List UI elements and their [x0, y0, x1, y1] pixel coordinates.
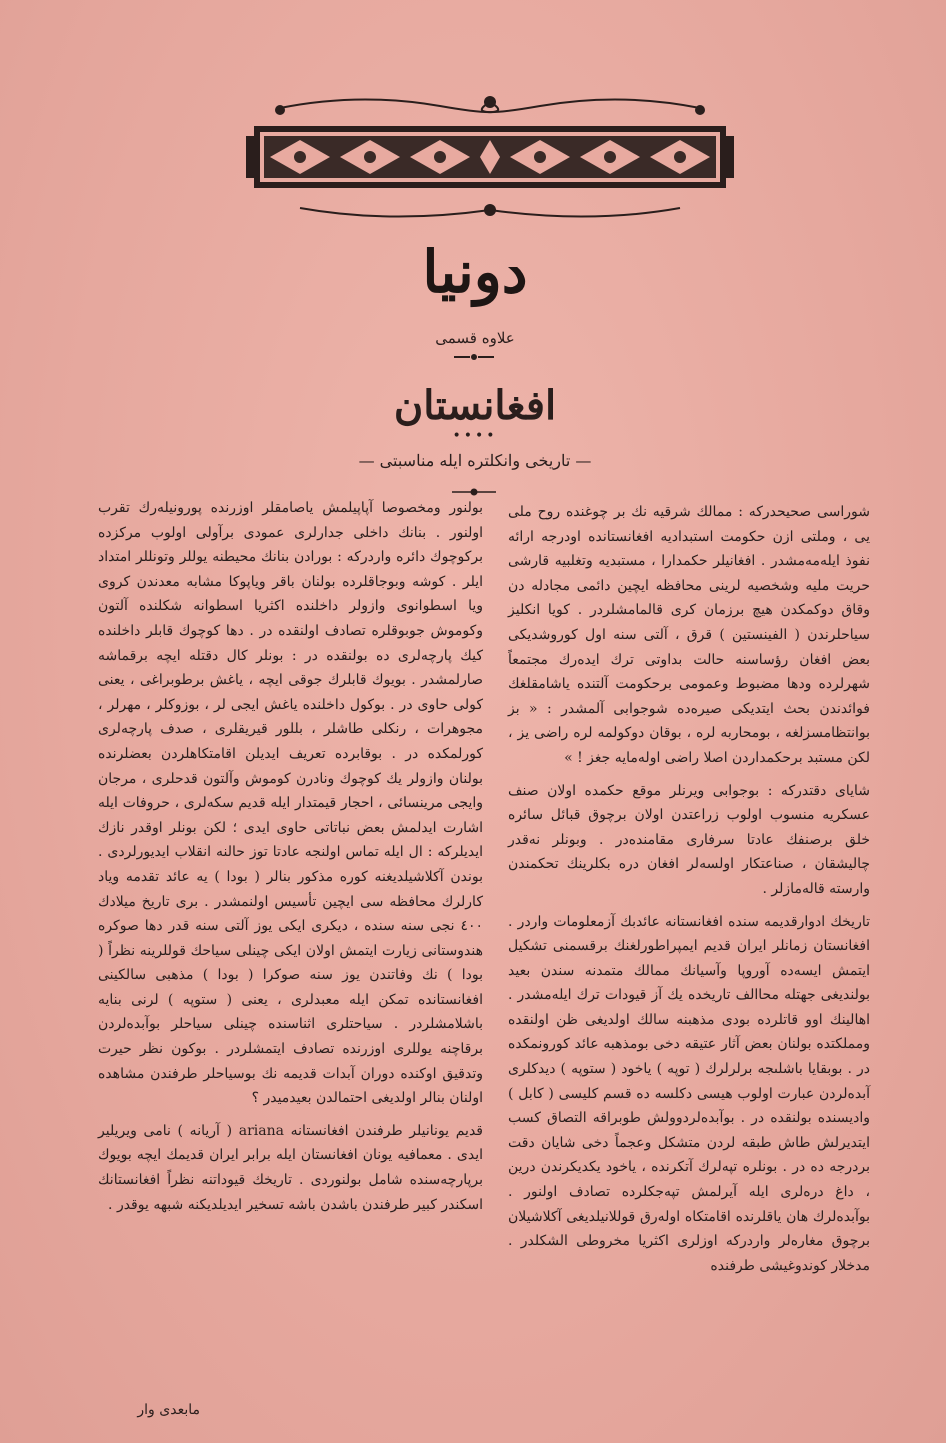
ornament-dash	[452, 352, 496, 362]
headline-dots: ••••	[452, 428, 498, 444]
article-column-right	[508, 500, 870, 1400]
paragraph: قديم يونانيلر طرفندن افغانستانه ariana ( آريانه ) نامى ويريلير ايدى . معمافيه يونان افغانستان ايله برابر ايران قديمك ايچه بويوك برپارچەسنده شامل بولنوردى . تاريخك قيوداتنه نظراً افغانستانك اسكندر كبير طرفندن باشدن باشه تسخير ايديلديكنه شبهه يوقدر .	[98, 1122, 483, 1213]
masthead-title: دونيا	[422, 238, 528, 306]
header-ornament	[240, 86, 740, 226]
paragraph: شاياى دقتدركه : بوجوابى ويرنلر موقع حكمده اولان صنف عسكريه منسوب اولوب زراعتدن اولان برچوق قبائل سائره خلق برصنفك عادتا سرفارى مقامندەدر . وبونلر نەقدر چاليشقان ، صناعتكار اولسەلر افغان دره بكلرينك تحكمندن وارسته قالەمازلر .	[508, 782, 871, 897]
article-tagline: — تاريخى وانكلتره ايله مناسبتى —	[358, 451, 592, 470]
paragraph: تاريخك ادوارقديمه سنده افغانستانه عائدبك آزمعلومات واردر . افغانستان زمانلر ايران قديم ايمپراطورلغنك برقسمنى تشكيل ايتمش ايسەده آوروپا وآسيانك ممالك متمدنه سندن بعيد بولنديغى جهتله محاالف تاريخده يك آز قيودات ترك ايلەمشدر . اهالينك اوو قاتلرده بودى مذهبنه سالك اولديغى ظن اولنقده ومملكتده بولنان بعض آثار عتيقه دخى بومذهبه عائد كورونمكده در . بوبقايا باشلىجه برلرلرك ( توپه ) ياخود ( ستوپه ) ديدكلرى آبدەلردن عبارت اولوب هيسى دكلسه ده قسم كليسى ( كابل ) واديسنده بولنقده در . بوآبدەلردوولش طوبراقه التصاق كسب ايتديرلش طاش طبقه لردن متشكل وعجماً دخى شايان دقت بردرجه ده در . بونلرە تپەلرك آتكرنده ، ياخود يكديكرندن درين ، داغ درەلرى ايله آيرلمش تپەجكلرده تصادف اولنور . بوآبدەلرك هان ياقلرنده اقامتكاه اولەرق قوللانيلديغى آكلاشيلان برچوق مغارەلر واردركه اوزلرى اكثريا مخروطى الشكلدر . مدخلار كوندوغيشى طرفنده	[508, 913, 870, 1274]
to-be-continued: مابعدى وار	[137, 1402, 200, 1418]
article-headline: افغانستان	[393, 382, 557, 429]
supplement-label: علاوه قسمى	[435, 329, 515, 347]
article-column-left	[98, 496, 483, 1380]
paragraph: بولنور ومخصوصا آپاپيلمش ياصامقلر اوزرنده پورونيلەرك تقرب اولنور . بنانك داخلى جدارلرى عمودى برآولى اولوب مركزده بركوچوك دائره واردركه : بورادن بنانك محيطنه يوللر وتونللر امتداد ايلر . كوشه وبوجاقلرده بولنان باقر وياپوكا مشابه معدندن كروى ويا اسطوانوى وازولر داخلنده اكثريا اسطوانه شكلنده آلتون وكوموش جوبوقلره تصادف اولنقده در . دها كوچوك قابلر داخلنده كيك پارچەلرى ده بولنقده در : بونلر كال دقتله ايچه برقماشه صارلمشدر . بويوك قابلرك جوقى ايچه ، ياغش برطوبراغى ، يعنى كولى حاوى در . بوكول داخلنده ياغش ايجى لر ، بوزوكلر ، مهرلر ، مجوهرات ، رنكلى طاشلر ، بللور قيريقلرى ، صدف پارچەلرى كورلمكده در . بوقابرده تعريف ايديلن اقامتكاهلردن بعضلرنده بولنان وازولر يك كوچوك ونادرن كوموش وآلتون قدحلرى ، مرجان وايجى مرينسائى ، احجار قيمتدار ايله قديم سكەلرى ، حروفات ايله اشارت ايدلمش بعض نباتاتى حاوى ايدى ؛ لكن بونلر اوقدر نازك ايديلركه : ال ايله تماس اولنجه عادتا توز حالنه انقلاب ايديورلردى . بوندن آكلاشيلديغنه كوره مذكور بنالر ( بودا ) يه عائد تقدمه وياد كارلرك محافظه سى ايچين تأسيس اولنمشدر . برى تاريخ ميلادك ٤٠٠ نجى سنه سنده ، ديكرى ايكى يوز آلتى سنه قدر دها صوكره هندوستانى زيارت ايتمش اولان ايكى چينلى سياحك قوللرينه نظراً ( بودا ) نك وفاتندن يوز سنه صوكرا ( بودا ) مذهبى سالكينى افغانستانده تمكن ايله معبدلرى ، يعنى ( ستوپه ) لرنى بنايه باشلامشلردر . سياحتلرى اثناسنده چينلى سياحلر بوآبدەلردن برقاچنه يوللرى اوزرنده تصادف ايتمشلردر . بوكون نظر حيرت وتدقيق اوكنده دوران آبدات قدیمه نك بوسياحلر طرفندن مشاهده اولنان بنالر اولديغى احتمالدن بعيدميدر ؟	[98, 500, 483, 1107]
paragraph: شوراسى صحيحدركه : ممالك شرقيه نك بر چوغنده روح ملى يى ، وملتى ازن حكومت استبداديه افغانستانده اودرجه ارائه نفوذ ايلەمەمشدر . افغانيلر حكمدارا ، مستبديه وتغلبيه قارشى حريت مليه وشخصيه لرينى محافظه ايچين دائمى مجادله دن وقاق دوكمكدن هيچ برزمان كرى قالمامشلردر . كويا انكليز سياحلرندن ( الفينستين ) قرق ، آلتى سنه اول كوروشديكى بعض افغان رؤساسنه حالت بداوتى ترك ايدەرك مجتمعاً شهرلرده ودها مضبوط وعمومى برحكومت آلتنده ياشامقلغك فوائدندن بحث ايتديكى صيرەده شوجوابى آلمشدر : « بز بوانتظامسزلغه ، بومحاربه لره ، بوقان دوكولمه لره راضى يز ، لكن مستبد برحكمداردن اصلا راضى اولەمايه جغز ! »	[508, 504, 870, 766]
